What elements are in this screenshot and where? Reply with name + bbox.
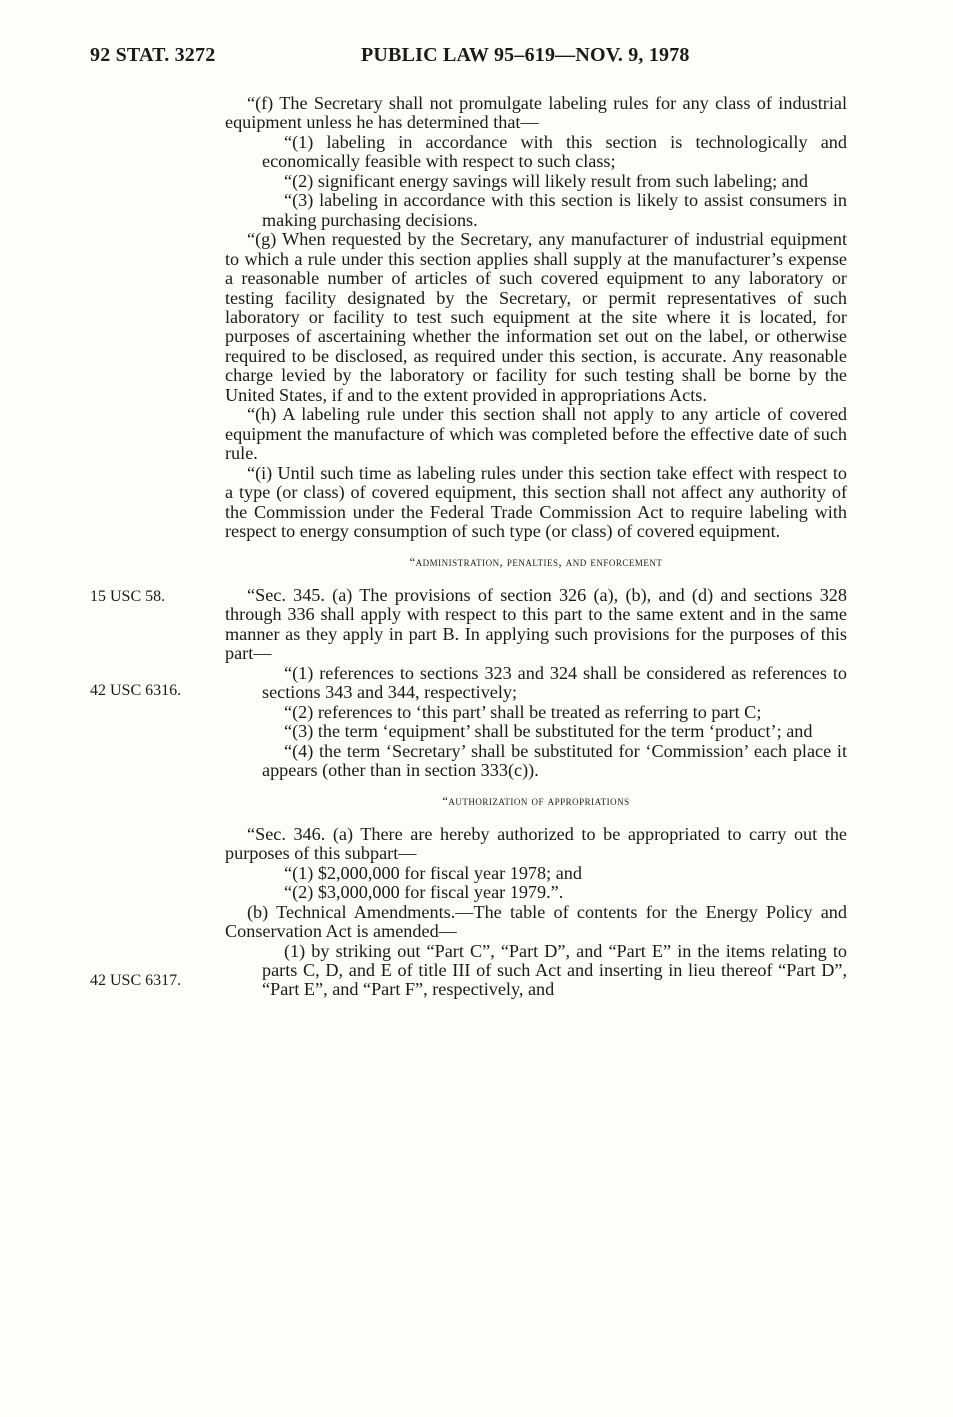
paragraph-h: “(h) A labeling rule under this section shall not apply to any article of covered equipment the manufacture of which was completed before the effective date of such rule.: [225, 404, 847, 464]
clause-345-4: “(4) the term ‘Secretary’ shall be substituted for ‘Commission’ each place it appears (other than in section 333(c)).: [262, 740, 847, 780]
margin-note-15-usc-58: 15 USC 58.: [90, 588, 166, 605]
paragraph-f: “(f) The Secretary shall not promulgate labeling rules for any class of industrial equipment unless he has determined that—: [225, 93, 847, 133]
section-345: “Sec. 345. (a) The provisions of section 326 (a), (b), and (d) and sections 328 through 336 shall apply with respect to this part to the same extent and in the same manner as they apply in part B. In applying such provisions for the purposes of this part—: [225, 584, 847, 664]
clause-345-3: “(3) the term ‘equipment’ shall be substituted for the term ‘product’; and: [284, 721, 813, 742]
clause-345-2: “(2) references to ‘this part’ shall be treated as referring to part C;: [284, 701, 762, 722]
clause-345-1: “(1) references to sections 323 and 324 shall be considered as references to sections 343 and 344, respectively;: [262, 662, 847, 703]
paragraph-g: “(g) When requested by the Secretary, any manufacturer of industrial equipment to which a rule under this section applies shall supply at the manufacturer’s expense a reasonable number of articles of such covered equipment to any laboratory or testing facility designated by the Secretary, or permit representatives of such laboratory or facility to test such equipment at the site where it is located, for purposes of ascertaining whether the information set out on the label, or otherwise required to be disclosed, as required under this section, is accurate. Any reasonable charge levied by the laboratory or facility for such testing shall be borne by the United States, if and to the extent provided in appropriations Acts.: [225, 229, 847, 405]
section-heading-enforcement: “administration, penalties, and enforcement: [409, 555, 663, 570]
paragraph-i: “(i) Until such time as labeling rules under this section take effect with respect to a type (or class) of covered equipment, this section shall not affect any authority of the Commission under the Federal Trade Commission Act to require labeling with respect to energy consumption of such type (or class) of covered equipment.: [225, 462, 847, 541]
paragraph-b-technical-amendments: (b) Technical Amendments.—The table of contents for the Energy Policy and Conservation Act is amended—: [225, 901, 847, 942]
clause-f1: “(1) labeling in accordance with this section is technologically and economically feasible with respect to such class;: [262, 131, 847, 172]
clause-f3: “(3) labeling in accordance with this section is likely to assist consumers in making purchasing decisions.: [262, 190, 847, 230]
section-346: “Sec. 346. (a) There are hereby authorized to be appropriated to carry out the purposes of this subpart—: [225, 823, 847, 864]
margin-note-42-usc-6317: 42 USC 6317.: [90, 972, 182, 989]
running-header: PUBLIC LAW 95–619—NOV. 9, 1978: [361, 44, 690, 66]
margin-note-42-usc-6316: 42 USC 6316.: [90, 682, 182, 699]
clause-b1: (1) by striking out “Part C”, “Part D”, and “Part E” in the items relating to parts C, D, and E of title III of such Act and inserting in lieu thereof “Part D”, “Part E”, and “Part F”, respectively, and: [262, 940, 847, 1000]
section-heading-appropriations: “authorization of appropriations: [442, 794, 630, 809]
clause-346-2: “(2) $3,000,000 for fiscal year 1979.”.: [284, 882, 564, 903]
stat-page-number: 92 STAT. 3272: [90, 44, 216, 66]
clause-f2: “(2) significant energy savings will likely result from such labeling; and: [284, 170, 808, 191]
clause-346-1: “(1) $2,000,000 for fiscal year 1978; and: [284, 862, 582, 883]
body-text: [225, 94, 847, 1000]
